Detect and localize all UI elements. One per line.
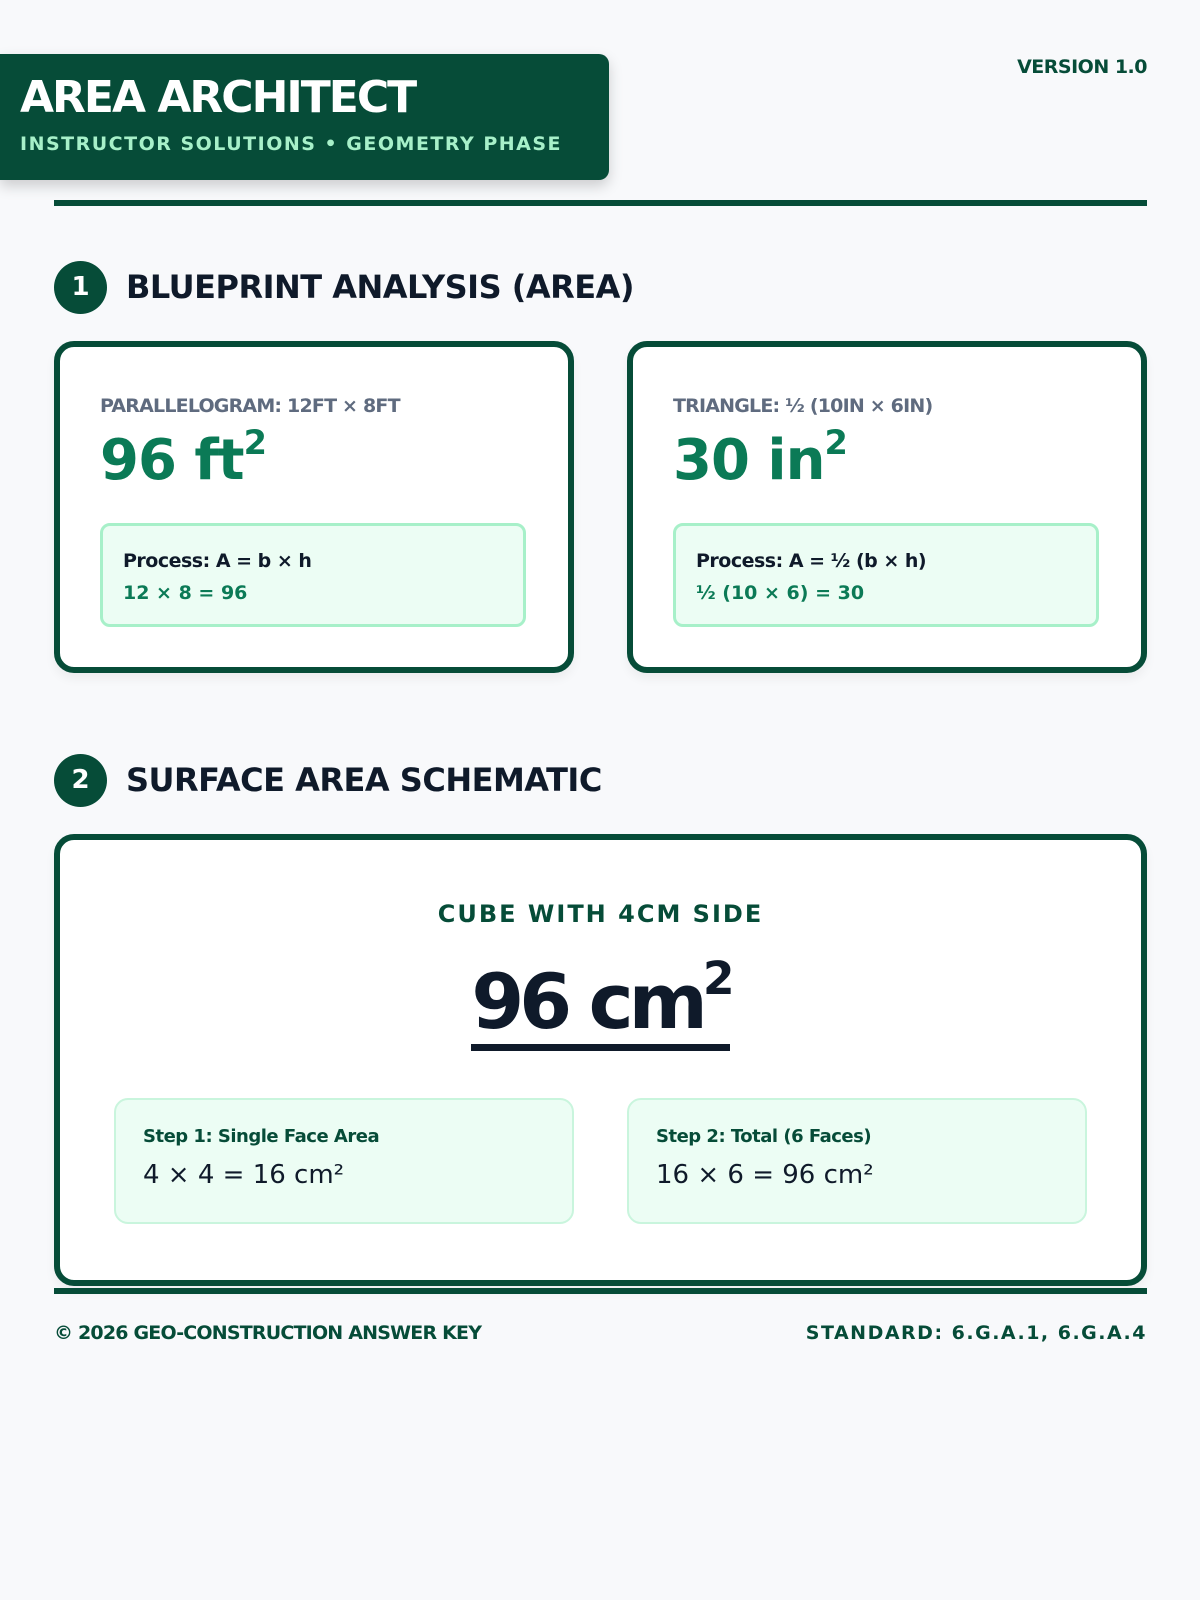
section-1-title: BLUEPRINT ANALYSIS (AREA) <box>126 268 635 306</box>
cube-answer-wrap <box>60 951 1141 1051</box>
cube-surface-area-card <box>54 834 1147 1286</box>
triangle-answer <box>673 422 847 494</box>
triangle-process-calc: ½ (10 × 6) = 30 <box>696 582 865 604</box>
parallelogram-process-formula: Process: A = b × h <box>123 550 312 572</box>
copyright-text: © 2026 GEO-CONSTRUCTION ANSWER KEY <box>54 1322 482 1344</box>
section-2-number-badge: 2 <box>54 754 107 807</box>
cube-answer-exponent: 2 <box>702 951 730 1005</box>
title-banner <box>0 54 609 180</box>
step-2-calc: 16 × 6 = 96 cm² <box>656 1160 874 1190</box>
section-1-header <box>54 260 634 314</box>
header-divider <box>54 200 1147 206</box>
app-title: AREA ARCHITECT <box>20 72 416 123</box>
cube-label: CUBE WITH 4CM SIDE <box>437 900 764 928</box>
parallelogram-answer <box>100 422 266 494</box>
triangle-answer-exponent: 2 <box>824 422 847 462</box>
step-2-label: Step 2: Total (6 Faces) <box>656 1126 872 1147</box>
parallelogram-card <box>54 341 574 673</box>
standard-text: STANDARD: 6.G.A.1, 6.G.A.4 <box>805 1322 1147 1344</box>
parallelogram-answer-exponent: 2 <box>243 422 266 462</box>
section-2-title: SURFACE AREA SCHEMATIC <box>126 761 602 799</box>
triangle-process-formula: Process: A = ½ (b × h) <box>696 550 927 572</box>
cube-answer <box>471 951 730 1051</box>
parallelogram-process-box <box>100 523 526 627</box>
footer-divider <box>54 1288 1147 1294</box>
triangle-label: TRIANGLE: ½ (10IN × 6IN) <box>673 395 933 417</box>
triangle-card <box>627 341 1147 673</box>
triangle-answer-value: 30 in <box>673 428 825 493</box>
section-1-number-badge: 1 <box>54 261 107 314</box>
step-1-box <box>114 1098 574 1224</box>
parallelogram-label: PARALLELOGRAM: 12FT × 8FT <box>100 395 400 417</box>
step-1-label: Step 1: Single Face Area <box>143 1126 380 1147</box>
triangle-process-box <box>673 523 1099 627</box>
app-subtitle: INSTRUCTOR SOLUTIONS • GEOMETRY PHASE <box>20 133 563 155</box>
parallelogram-answer-value: 96 ft <box>100 428 244 493</box>
cube-answer-value: 96 cm <box>471 957 703 1046</box>
version-label: VERSION 1.0 <box>1017 56 1147 78</box>
parallelogram-process-calc: 12 × 8 = 96 <box>123 582 248 604</box>
step-2-box <box>627 1098 1087 1224</box>
section-2-header <box>54 753 602 807</box>
step-1-calc: 4 × 4 = 16 cm² <box>143 1160 345 1190</box>
